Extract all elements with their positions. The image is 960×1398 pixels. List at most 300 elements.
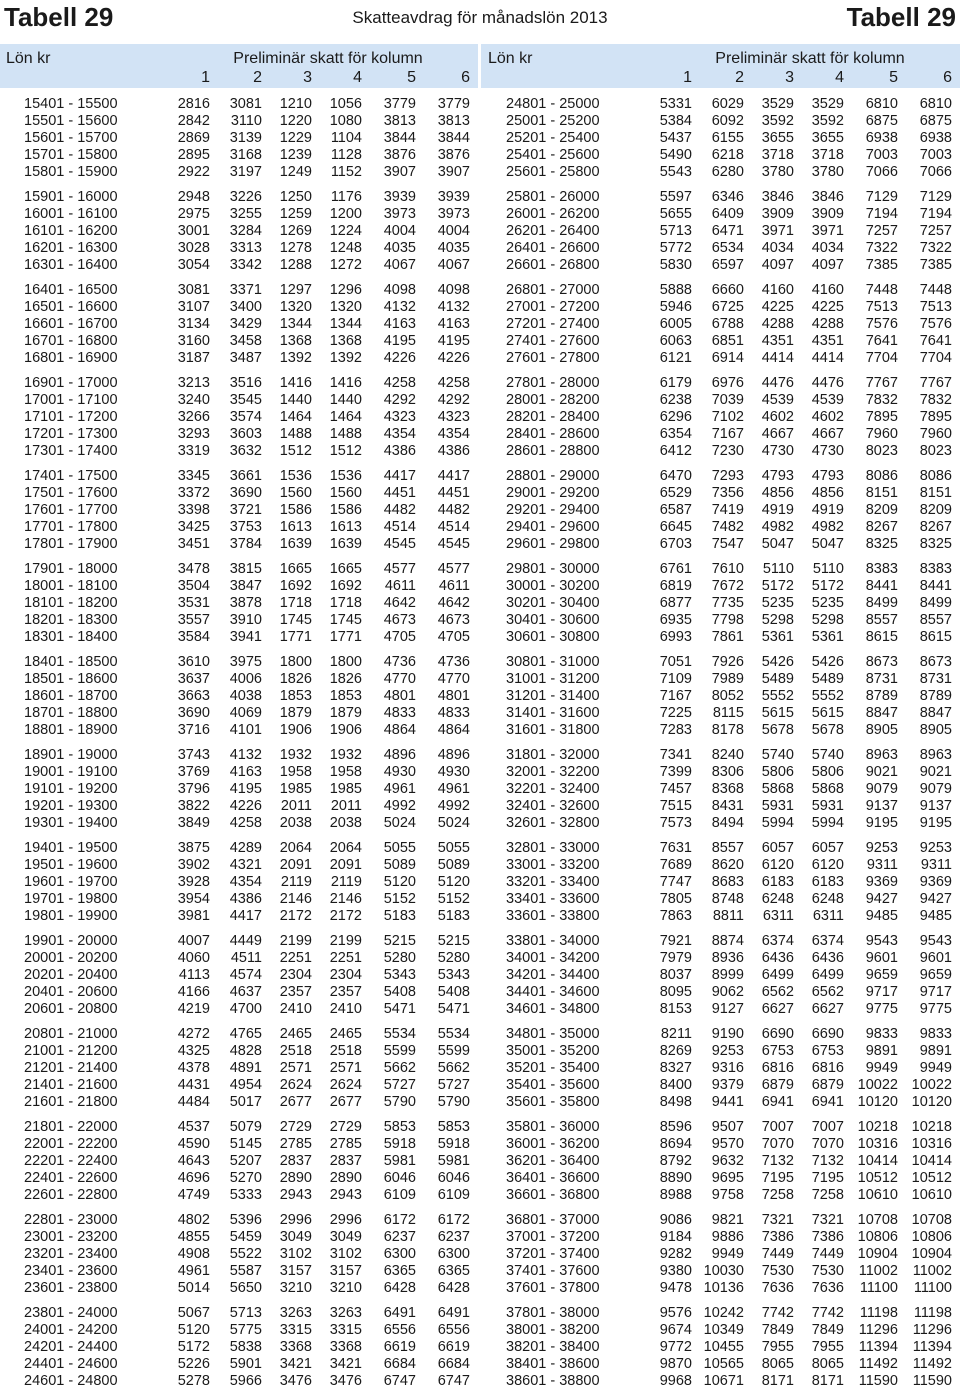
- table-row: [482, 1280, 960, 1297]
- table-row: [0, 468, 478, 485]
- tax-col-1: 8211: [660, 1026, 692, 1042]
- tax-col-1: 3557: [177, 612, 210, 628]
- tax-col-5: 4801: [383, 688, 416, 704]
- tax-col-2: 7735: [711, 595, 744, 611]
- tax-col-1: 2869: [177, 130, 210, 146]
- tax-col-3: 4160: [761, 282, 794, 298]
- tax-col-1: 6412: [659, 443, 692, 459]
- table-row: [482, 747, 960, 764]
- row-group: [482, 1305, 960, 1390]
- tax-col-1: 4219: [177, 1001, 210, 1017]
- tax-col-5: 7385: [865, 257, 898, 273]
- tax-col-4: 6879: [811, 1077, 844, 1093]
- tax-col-6: 4930: [437, 764, 470, 780]
- tax-col-4: 2011: [330, 798, 362, 814]
- tax-col-4: 7258: [811, 1187, 844, 1203]
- tax-col-6: 10708: [911, 1212, 952, 1228]
- tax-col-3: 1879: [279, 705, 312, 721]
- tax-col-2: 8999: [711, 967, 744, 983]
- tax-col-4: 5426: [811, 654, 844, 670]
- tax-col-4: 6311: [812, 908, 844, 924]
- salary-range: 26001 - 26200: [506, 206, 600, 222]
- tax-col-1: 9086: [659, 1212, 692, 1228]
- tax-col-6: 8086: [919, 468, 952, 484]
- tax-col-1: 4961: [177, 1263, 210, 1279]
- salary-range: 18601 - 18700: [24, 688, 118, 704]
- salary-range: 23001 - 23200: [24, 1229, 118, 1245]
- salary-range: 33801 - 34000: [506, 933, 600, 949]
- tax-col-4: 3529: [811, 96, 844, 112]
- table-row: [0, 1026, 478, 1043]
- tax-col-4: 7195: [811, 1170, 844, 1186]
- table-row: [0, 502, 478, 519]
- tax-col-4: 1958: [329, 764, 362, 780]
- row-group: [0, 282, 478, 367]
- tax-col-4: 3315: [329, 1322, 362, 1338]
- tax-col-6: 10120: [911, 1094, 952, 1110]
- table-row: [482, 891, 960, 908]
- salary-range: 26201 - 26400: [506, 223, 600, 239]
- tax-col-2: 4954: [229, 1077, 262, 1093]
- table-row: [482, 1305, 960, 1322]
- tax-col-3: 6120: [761, 857, 794, 873]
- tax-col-5: 4451: [383, 485, 416, 501]
- tax-col-2: 3371: [229, 282, 262, 298]
- table-row: [0, 1060, 478, 1077]
- tax-col-2: 3545: [229, 392, 262, 408]
- table-row: [0, 984, 478, 1001]
- tax-col-3: 1288: [279, 257, 312, 273]
- tax-col-1: 3451: [177, 536, 210, 552]
- tax-col-3: 3102: [279, 1246, 312, 1262]
- tax-col-6: 7448: [919, 282, 952, 298]
- tax-col-4: 6690: [811, 1026, 844, 1042]
- salary-range: 16201 - 16300: [24, 240, 118, 256]
- tax-col-2: 4069: [229, 705, 262, 721]
- table-row: [0, 840, 478, 857]
- tax-col-5: 5120: [383, 874, 416, 890]
- tax-col-6: 5055: [437, 840, 470, 856]
- tax-col-5: 6237: [383, 1229, 416, 1245]
- tax-col-1: 6470: [659, 468, 692, 484]
- tax-col-3: 3655: [761, 130, 794, 146]
- tax-col-6: 3844: [437, 130, 470, 146]
- tax-col-3: 2119: [280, 874, 312, 890]
- tax-col-3: 2729: [279, 1119, 312, 1135]
- tax-col-2: 5522: [229, 1246, 262, 1262]
- table-row: [482, 984, 960, 1001]
- tax-col-4: 4034: [811, 240, 844, 256]
- tax-col-2: 6976: [711, 375, 744, 391]
- table-row: [0, 561, 478, 578]
- tax-col-3: 3780: [761, 164, 794, 180]
- tax-col-4: 7132: [811, 1153, 844, 1169]
- tax-col-1: 4696: [177, 1170, 210, 1186]
- tax-col-1: 3584: [177, 629, 210, 645]
- salary-range: 16701 - 16800: [24, 333, 118, 349]
- salary-range: 24601 - 24800: [24, 1373, 118, 1389]
- tax-col-4: 2890: [329, 1170, 362, 1186]
- salary-range: 19501 - 19600: [24, 857, 118, 873]
- tax-col-6: 4864: [437, 722, 470, 738]
- tax-col-4: 1692: [329, 578, 362, 594]
- table-row: [0, 1187, 478, 1204]
- salary-range: 15401 - 15500: [24, 96, 118, 112]
- tax-col-5: 5280: [383, 950, 416, 966]
- column-numbers: [482, 69, 960, 89]
- tax-col-4: 6627: [811, 1001, 844, 1017]
- tax-col-5: 5471: [383, 1001, 416, 1017]
- salary-range: 22601 - 22800: [24, 1187, 118, 1203]
- tax-col-5: 5215: [383, 933, 416, 949]
- tax-col-3: 1826: [279, 671, 312, 687]
- salary-range: 23401 - 23600: [24, 1263, 118, 1279]
- tax-col-6: 10218: [911, 1119, 952, 1135]
- tax-col-6: 9949: [919, 1060, 952, 1076]
- tax-col-6: 8325: [919, 536, 952, 552]
- tax-col-1: 9576: [659, 1305, 692, 1321]
- tax-col-1: 3160: [177, 333, 210, 349]
- tax-col-5: 4514: [383, 519, 416, 535]
- tax-col-3: 7636: [761, 1280, 794, 1296]
- table-row: [482, 629, 960, 646]
- tax-col-4: 7070: [811, 1136, 844, 1152]
- tax-col-1: 2842: [177, 113, 210, 129]
- salary-range: 37601 - 37800: [506, 1280, 600, 1296]
- tax-col-6: 6365: [437, 1263, 470, 1279]
- tax-col-1: 5830: [659, 257, 692, 273]
- tax-col-1: 3001: [177, 223, 210, 239]
- table-row: [0, 891, 478, 908]
- tax-col-6: 4132: [437, 299, 470, 315]
- table-row: [482, 392, 960, 409]
- tax-col-4: 3592: [811, 113, 844, 129]
- tax-col-3: 1278: [279, 240, 312, 256]
- salary-range: 32801 - 33000: [506, 840, 600, 856]
- tax-col-6: 4451: [437, 485, 470, 501]
- tax-col-4: 1771: [329, 629, 362, 645]
- table-row: [0, 1229, 478, 1246]
- tax-col-3: 7530: [761, 1263, 794, 1279]
- tax-col-5: 9717: [865, 984, 898, 1000]
- salary-range: 15801 - 15900: [24, 164, 118, 180]
- tax-col-4: 5994: [811, 815, 844, 831]
- tax-col-5: 9601: [865, 950, 898, 966]
- salary-range: 25001 - 25200: [506, 113, 600, 129]
- tax-col-5: 6875: [865, 113, 898, 129]
- page-title-left: Tabell 29: [4, 2, 114, 32]
- tax-col-2: 6851: [711, 333, 744, 349]
- tax-col-4: 3718: [811, 147, 844, 163]
- table-row: [0, 282, 478, 299]
- row-group: [0, 1305, 478, 1390]
- tax-col-3: 1210: [279, 96, 312, 112]
- tax-col-3: 1392: [279, 350, 312, 366]
- tax-col-6: 11590: [912, 1373, 952, 1389]
- tax-col-5: 10316: [857, 1136, 898, 1152]
- tax-col-5: 4226: [383, 350, 416, 366]
- tax-col-5: 3973: [383, 206, 416, 222]
- tax-col-5: 5152: [383, 891, 416, 907]
- tax-col-1: 6935: [659, 612, 692, 628]
- table-row: [0, 350, 478, 367]
- tax-col-3: 4414: [761, 350, 794, 366]
- salary-range: 34601 - 34800: [506, 1001, 600, 1017]
- tax-col-2: 8368: [711, 781, 744, 797]
- tax-col-4: 6816: [811, 1060, 844, 1076]
- tax-col-6: 7576: [919, 316, 952, 332]
- tax-col-2: 10671: [703, 1373, 744, 1389]
- tax-col-4: 7955: [811, 1339, 844, 1355]
- tax-col-2: 7798: [711, 612, 744, 628]
- table-row: [482, 781, 960, 798]
- tax-col-6: 10316: [911, 1136, 952, 1152]
- tax-col-2: 7989: [711, 671, 744, 687]
- tax-col-5: 6046: [383, 1170, 416, 1186]
- tax-col-4: 4097: [811, 257, 844, 273]
- right-rows: [482, 96, 960, 1398]
- table-row: [482, 468, 960, 485]
- tax-col-1: 5437: [659, 130, 692, 146]
- tax-col-5: 6491: [383, 1305, 416, 1321]
- tax-col-2: 5838: [229, 1339, 262, 1355]
- tax-col-2: 5145: [229, 1136, 262, 1152]
- tax-col-1: 4802: [177, 1212, 210, 1228]
- row-group: [0, 1212, 478, 1297]
- tax-col-3: 4097: [761, 257, 794, 273]
- tax-col-4: 1056: [329, 96, 362, 112]
- tax-col-6: 6491: [437, 1305, 470, 1321]
- tax-col-3: 1320: [279, 299, 312, 315]
- salary-range: 23601 - 23800: [24, 1280, 118, 1296]
- tax-col-4: 3210: [329, 1280, 362, 1296]
- tax-col-5: 4163: [383, 316, 416, 332]
- tax-col-3: 4982: [761, 519, 794, 535]
- tax-col-3: 4602: [761, 409, 794, 425]
- table-row: [482, 189, 960, 206]
- tax-col-3: 5615: [761, 705, 794, 721]
- table-row: [482, 874, 960, 891]
- table-row: [0, 629, 478, 646]
- salary-range: 35801 - 36000: [506, 1119, 600, 1135]
- tax-col-3: 3049: [279, 1229, 312, 1245]
- tax-col-3: 1229: [279, 130, 312, 146]
- tax-col-2: 3847: [229, 578, 262, 594]
- table-row: [482, 1170, 960, 1187]
- tax-col-5: 4736: [383, 654, 416, 670]
- tax-col-1: 3372: [177, 485, 210, 501]
- tax-col-3: 1416: [279, 375, 312, 391]
- tax-col-3: 1665: [279, 561, 312, 577]
- tax-col-5: 8499: [865, 595, 898, 611]
- tax-col-1: 4590: [177, 1136, 210, 1152]
- tax-col-1: 8037: [659, 967, 692, 983]
- tax-col-3: 6499: [761, 967, 794, 983]
- tax-col-1: 5331: [659, 96, 692, 112]
- lon-header: Lön kr: [6, 50, 51, 67]
- table-row: [482, 130, 960, 147]
- tax-col-5: 6428: [383, 1280, 416, 1296]
- salary-range: 18101 - 18200: [24, 595, 118, 611]
- table-row: [482, 1339, 960, 1356]
- tax-col-1: 4643: [177, 1153, 210, 1169]
- table-row: [0, 1263, 478, 1280]
- tax-col-5: 6300: [383, 1246, 416, 1262]
- salary-range: 32201 - 32400: [506, 781, 600, 797]
- tax-col-4: 5047: [811, 536, 844, 552]
- table-row: [0, 654, 478, 671]
- salary-range: 22001 - 22200: [24, 1136, 118, 1152]
- tax-col-1: 3531: [177, 595, 210, 611]
- tax-col-2: 5650: [229, 1280, 262, 1296]
- salary-range: 22801 - 23000: [24, 1212, 118, 1228]
- tax-col-4: 4982: [811, 519, 844, 535]
- tax-col-6: 7066: [919, 164, 952, 180]
- tax-col-5: 8151: [865, 485, 898, 501]
- tax-col-5: 4545: [383, 536, 416, 552]
- table-row: [0, 1043, 478, 1060]
- tax-col-5: 9659: [865, 967, 898, 983]
- table-row: [482, 1212, 960, 1229]
- tax-col-3: 2890: [279, 1170, 312, 1186]
- table-row: [0, 1170, 478, 1187]
- tax-col-5: 11100: [859, 1280, 898, 1296]
- tax-col-6: 5024: [437, 815, 470, 831]
- tax-col-1: 2975: [177, 206, 210, 222]
- tax-col-6: 7767: [919, 375, 952, 391]
- tax-col-5: 9833: [865, 1026, 898, 1042]
- table-row: [482, 1060, 960, 1077]
- tax-col-6: 8789: [919, 688, 952, 704]
- tax-col-2: 4132: [229, 747, 262, 763]
- tax-col-2: 7419: [711, 502, 744, 518]
- tax-col-6: 6109: [437, 1187, 470, 1203]
- tax-col-5: 6556: [383, 1322, 416, 1338]
- tax-col-2: 6471: [711, 223, 744, 239]
- tax-col-4: 2091: [329, 857, 362, 873]
- column-divider: [478, 44, 481, 1396]
- tax-col-4: 6753: [811, 1043, 844, 1059]
- tax-col-3: 2146: [279, 891, 312, 907]
- salary-range: 22201 - 22400: [24, 1153, 118, 1169]
- tax-col-1: 7399: [659, 764, 692, 780]
- tax-col-4: 2357: [329, 984, 362, 1000]
- tax-col-2: 3429: [229, 316, 262, 332]
- tax-col-3: 4225: [761, 299, 794, 315]
- tax-col-1: 9478: [659, 1280, 692, 1296]
- table-row: [0, 1119, 478, 1136]
- tax-col-4: 2837: [329, 1153, 362, 1169]
- tax-col-4: 1464: [329, 409, 362, 425]
- row-group: [0, 375, 478, 460]
- salary-range: 18001 - 18100: [24, 578, 118, 594]
- table-row: [0, 967, 478, 984]
- tax-col-5: 10120: [857, 1094, 898, 1110]
- tax-col-1: 8153: [659, 1001, 692, 1017]
- tax-col-3: 1488: [279, 426, 312, 442]
- tax-col-5: 4067: [383, 257, 416, 273]
- salary-range: 33001 - 33200: [506, 857, 600, 873]
- tax-col-2: 4828: [229, 1043, 262, 1059]
- tax-col-5: 4833: [383, 705, 416, 721]
- tax-col-3: 2410: [279, 1001, 312, 1017]
- tax-col-4: 4730: [811, 443, 844, 459]
- tax-col-3: 4476: [761, 375, 794, 391]
- tax-col-4: 1176: [330, 189, 362, 205]
- table-row: [0, 764, 478, 781]
- tax-col-4: 7007: [811, 1119, 844, 1135]
- tax-col-3: 6374: [761, 933, 794, 949]
- table-row: [482, 485, 960, 502]
- tax-col-1: 8269: [659, 1043, 692, 1059]
- tax-col-1: 4272: [177, 1026, 210, 1042]
- column-number-4: 4: [353, 69, 362, 86]
- tax-col-3: 6436: [761, 950, 794, 966]
- tax-col-6: 6747: [437, 1373, 470, 1389]
- prelim-header: Preliminär skatt för kolumn: [715, 50, 905, 67]
- tax-col-2: 3110: [230, 113, 262, 129]
- tax-col-5: 4864: [383, 722, 416, 738]
- tax-col-5: 8615: [865, 629, 898, 645]
- tax-col-5: 4992: [383, 798, 416, 814]
- tax-col-5: 8847: [865, 705, 898, 721]
- tax-col-4: 1488: [329, 426, 362, 442]
- salary-range: 33401 - 33600: [506, 891, 600, 907]
- tax-col-4: 5489: [811, 671, 844, 687]
- tax-col-1: 5713: [659, 223, 692, 239]
- tax-col-2: 3197: [229, 164, 262, 180]
- tax-col-5: 6109: [383, 1187, 416, 1203]
- tax-col-1: 4855: [177, 1229, 210, 1245]
- table-row: [482, 840, 960, 857]
- tax-col-6: 8023: [919, 443, 952, 459]
- tax-col-3: 1440: [279, 392, 312, 408]
- tax-col-2: 10455: [703, 1339, 744, 1355]
- tax-col-4: 7449: [811, 1246, 844, 1262]
- tax-col-3: 2996: [279, 1212, 312, 1228]
- tax-col-3: 4667: [761, 426, 794, 442]
- salary-range: 38401 - 38600: [506, 1356, 600, 1372]
- tax-col-1: 2922: [177, 164, 210, 180]
- tax-col-5: 6747: [383, 1373, 416, 1389]
- salary-range: 34801 - 35000: [506, 1026, 600, 1042]
- tax-col-6: 9021: [919, 764, 952, 780]
- tax-col-6: 9079: [919, 781, 952, 797]
- tax-col-2: 7547: [711, 536, 744, 552]
- column-number-3: 3: [303, 69, 312, 86]
- tax-col-3: 1613: [279, 519, 312, 535]
- tax-col-3: 2624: [279, 1077, 312, 1093]
- table-row: [0, 206, 478, 223]
- tax-col-4: 2624: [329, 1077, 362, 1093]
- tax-col-6: 7641: [919, 333, 952, 349]
- table-row: [0, 113, 478, 130]
- tax-col-4: 2677: [329, 1094, 362, 1110]
- table-row: [0, 1077, 478, 1094]
- table-row: [482, 536, 960, 553]
- tax-col-6: 7960: [919, 426, 952, 442]
- tax-col-3: 3909: [761, 206, 794, 222]
- tax-col-4: 2064: [329, 840, 362, 856]
- tax-col-2: 7672: [711, 578, 744, 594]
- tax-col-4: 2199: [329, 933, 362, 949]
- salary-range: 28601 - 28800: [506, 443, 600, 459]
- table-row: [482, 1373, 960, 1390]
- tax-col-3: 5678: [761, 722, 794, 738]
- tax-col-2: 6914: [711, 350, 744, 366]
- tax-col-2: 3753: [229, 519, 262, 535]
- table-row: [482, 671, 960, 688]
